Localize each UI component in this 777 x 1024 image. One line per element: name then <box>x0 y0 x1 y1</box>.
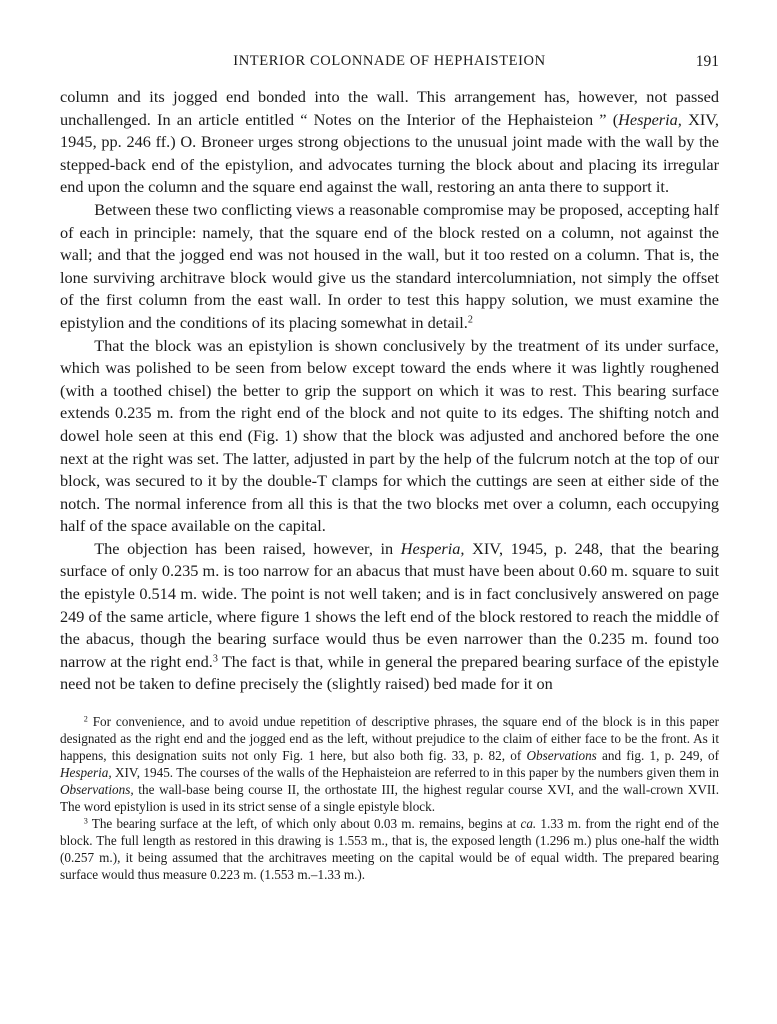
paragraph-text: column and its jogged end bonded into the wall. This arrangement has, however, not passed unchallenged. In an article entitled “ Notes on the Interior of the Hephaisteion ” ( <box>60 87 719 129</box>
footnote-text: XIV, 1945. The courses of the walls of the Hephaisteion are referred to in this paper by the numbers given them in <box>111 765 719 781</box>
body-text <box>60 86 719 696</box>
book-title: Observations, <box>60 782 134 798</box>
footnote-marker: 2 <box>83 714 88 724</box>
paragraph-4 <box>60 538 719 696</box>
journal-title: Hesperia, <box>400 538 465 558</box>
paragraph-text: The fact is that, while in general the prepared bearing surface of the epistyle need not be taken to define precisely the (slightly raised) bed made for it on <box>60 651 720 694</box>
journal-title: Hesperia, <box>618 109 682 129</box>
paragraph-text: XIV, 1945, p. 248, that the bearing surface of only 0.235 m. is too narrow for an abacus that must have been about 0.60 m. square to suit the epistyle 0.514 m. wide. The point is not well taken; and is in fact conclusively answered on page 249 of the same article, where figure 1 shows the left end of the block restored to reach the middle of the abacus, though the bearing surface would thus be even narrower than the 0.235 m. found too narrow at the right end. <box>60 538 719 671</box>
footnote-text: The bearing surface at the left, of which only about 0.03 m. remains, begins at <box>87 816 521 832</box>
paragraph-text: Between these two conflicting views a reasonable compromise may be proposed, accepting half of each in principle: namely, that the square end of the block rested on a column, not against the wall; and that the jogged end was not housed in the wall, but it too rested on a column. That is, the lone surviving architrave block would give us the standard intercolumniation, not simply the offset of the first column from the east wall. In order to test this happy solution, we must examine the epistylion and the conditions of its placing somewhat in detail. <box>60 199 719 332</box>
paragraph-3 <box>60 335 719 538</box>
journal-title: Hesperia, <box>60 765 112 781</box>
footnote-2 <box>60 713 719 815</box>
footnote-3 <box>60 815 719 883</box>
paragraph-text: XIV, 1945, pp. 246 ff.) O. Broneer urges strong objections to the unusual joint made with the wall by the stepped-back end of the epistylion, and advocates turning the block about and placing its irregular end upon the column and the square end against the wall, restoring an anta there to support it. <box>60 109 719 197</box>
footnote-text: the wall-base being course II, the orthostate III, the highest regular course XVI, and the wall-crown XVII. The word epistylion is used in its strict sense of a single epistyle block. <box>60 782 719 815</box>
abbreviation: ca. <box>520 816 537 832</box>
paragraph-1 <box>60 86 719 199</box>
footnotes <box>60 713 719 883</box>
footnote-marker: 3 <box>83 816 88 826</box>
footnote-text: and fig. 1, p. 249, of <box>596 748 719 764</box>
book-title: Observations <box>526 748 597 764</box>
running-title: INTERIOR COLONNADE OF HEPHAISTEION <box>233 53 546 69</box>
footnote-text: 1.33 m. from the right end of the block. The full length as restored in this drawing is 1.553 m., that is, the exposed length (1.296 m.) plus one-half the width (0.257 m.), it being assumed that the architraves meeting on the capital would be of equal width. The prepared bearing surface would thus measure 0.223 m. (1.553 m.–1.33 m.). <box>60 816 719 883</box>
paragraph-text: That the block was an epistylion is shown conclusively by the treatment of its under surface, which was polished to be seen from below except toward the ends where it was lightly roughened (with a toothed chisel) the better to grip the support on which it was to rest. This bearing surface extends 0.235 m. from the right end of the block and not quite to its edges. The shifting notch and dowel hole seen at this end (Fig. 1) show that the block was adjusted and anchored before the one next at the right was set. The latter, adjusted in part by the help of the fulcrum notch at the top of our block, was secured to it by the double-T clamps for which the cuttings are seen at either side of the notch. The normal inference from all this is that the two blocks met over a column, each occupying half of the space available on the capital. <box>60 335 719 536</box>
footnote-ref-2[interactable]: 2 <box>467 314 473 326</box>
paragraph-text: The objection has been raised, however, in <box>94 538 401 558</box>
footnote-ref-3[interactable]: 3 <box>212 653 218 665</box>
footnote-text: For convenience, and to avoid undue repetition of descriptive phrases, the square end of the block is in this paper designated as the right end and the jogged end as the left, without prejudice to the claim of either face to be the front. As it happens, this designation suits not only Fig. 1 here, but also both fig. 33, p. 82, of <box>60 714 719 764</box>
paragraph-2 <box>60 199 719 335</box>
page-number: 191 <box>695 53 719 70</box>
page <box>60 50 719 883</box>
running-header <box>60 50 719 74</box>
